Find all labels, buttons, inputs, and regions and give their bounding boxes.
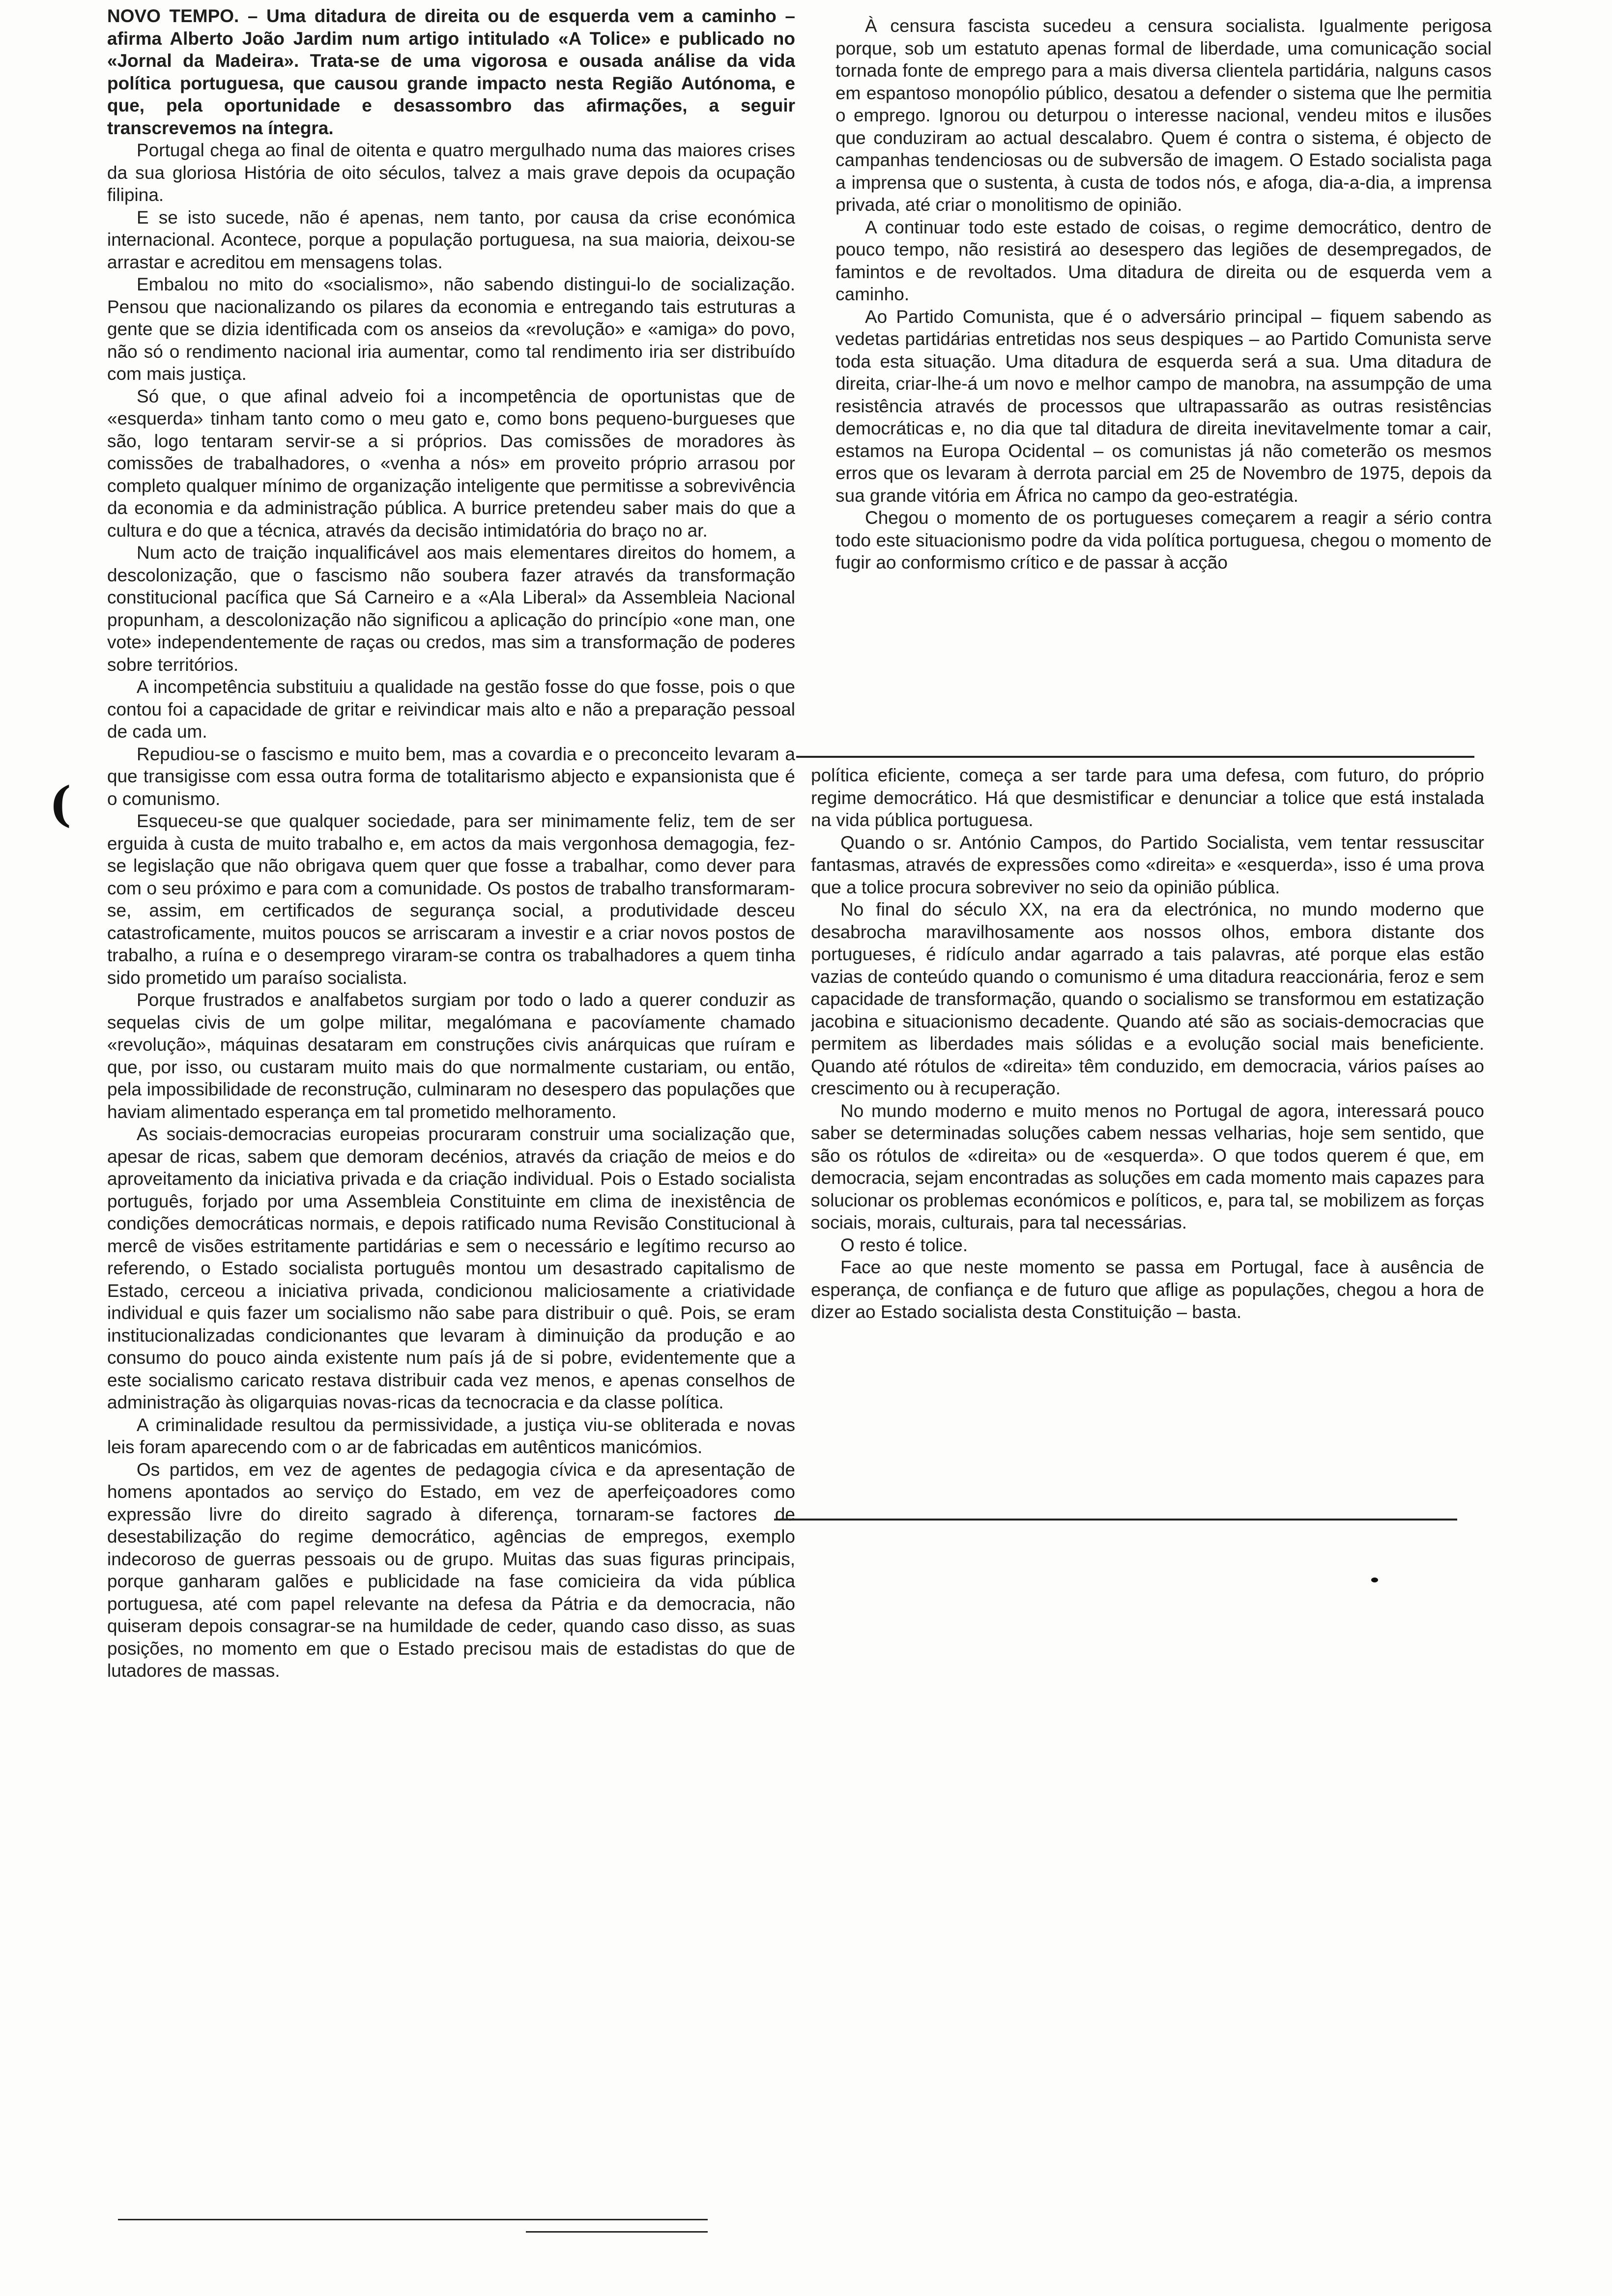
article-end-rule bbox=[774, 1519, 1457, 1521]
paragraph: Porque frustrados e analfabetos surgiam por todo o lado a querer conduzir as sequelas civis de um golpe militar, megalómana e pacovíamente chamado «revolução», máquinas desataram em construções civis anárquicas que ruíram e que, por isso, ou custaram muito mais do que normalmente custariam, ou então, pela impossibilidade de reconstrução, culminaram no desespero das populações que haviam alimentado esperança em tal prometido melhoramento. bbox=[107, 990, 795, 1122]
paragraph: À censura fascista sucedeu a censura socialista. Igualmente perigosa porque, sob um estatuto apenas formal de liberdade, uma comunicação social tornada fonte de emprego para a mais diversa clientela partidária, nalguns casos em espantoso monopólio público, desatou a defender o sistema que lhe permitia o emprego. Ignorou ou deturpou o interesse nacional, vendeu mitos e ilusões que conduziram ao actual descalabro. Quem é contra o sistema, é objecto de campanhas tendenciosas ou de subversão de imagem. O Estado socialista paga a imprensa que o sustenta, à custa de todos nós, e afoga, dia-a-dia, a imprensa privada, até criar o monolitismo de opinião. bbox=[835, 16, 1492, 215]
paragraph: No final do século XX, na era da electrónica, no mundo moderno que desabrocha maravilhosamente aos nossos olhos, embora distante dos portugueses, é ridículo andar agarrado a tais palavras, até porque elas estão vazias de conteúdo quando o comunismo é uma ditadura reaccionária, feroz e sem capacidade de transformação, quando o socialismo se transformou em estatização jacobina e situacionismo decadente. Quando até são as sociais-democracias que permitem as liberdades mais sólidas e a evolução social mais beneficiente. Quando até rótulos de «direita» têm conduzido, em democracia, vários países ao crescimento ou à recuperação. bbox=[811, 899, 1484, 1098]
ink-dot-mark bbox=[1371, 1578, 1378, 1582]
paragraph: Repudiou-se o fascismo e muito bem, mas a covardia e o preconceito levaram a que transigisse com essa outra forma de totalitarismo abjecto e expansionista que é o comunismo. bbox=[107, 744, 795, 809]
margin-bracket-mark: ( bbox=[49, 776, 72, 832]
paragraph: Ao Partido Comunista, que é o adversário principal – fiquem sabendo as vedetas partidárias entretidas nos seus despiques – ao Partido Comunista serve toda esta situação. Uma ditadura de esquerda será a sua. Uma ditadura de direita, criar-lhe-á um novo e melhor campo de manobra, na assumpção de uma resistência através de processos que ultrapassarão as outras resistências democráticas e, no dia que tal ditadura de direita inevitavelmente tomar a cair, estamos na Europa Ocidental – os comunistas já não cometerão os mesmos erros que os levaram à derrota parcial em 25 de Novembro de 1975, depois da sua grande vitória em África no campo da geo-estratégia. bbox=[835, 306, 1492, 506]
paragraph: Os partidos, em vez de agentes de pedagogia cívica e da apresentação de homens apontados ao serviço do Estado, em vez de aperfeiçoadores como expressão livre do direito sagrado à diferença, tornaram-se factores de desestabilização do regime democrático, agências de empregos, exemplo indecoroso de guerras pessoais ou de grupo. Muitas das suas figuras principais, porque ganharam galões e publicidade na fase comicieira da vida pública portuguesa, até com papel relevante na defesa da Pátria e da democracia, não quiseram depois consagrar-se na humildade de ceder, quando caso disso, as suas posições, no momento em que o Estado precisou mais de estadistas do que de lutadores de massas. bbox=[107, 1459, 795, 1681]
column-end-rule-short bbox=[526, 2231, 708, 2233]
paragraph: No mundo moderno e muito menos no Portugal de agora, interessará pouco saber se determinadas soluções cabem nessas velharias, hoje sem sentido, que são os rótulos de «direita» ou de «esquerda». O que todos querem é que, em democracia, sejam encontradas as soluções em cada momento mais capazes para solucionar os problemas económicos e políticos, e, para tal, se mobilizem as forças sociais, morais, culturais, para tal necessárias. bbox=[811, 1100, 1484, 1233]
paragraph: A criminalidade resultou da permissividade, a justiça viu-se obliterada e novas leis foram aparecendo com o ar de fabricadas em autênticos manicómios. bbox=[107, 1414, 795, 1457]
paragraph: A continuar todo este estado de coisas, o regime democrático, dentro de pouco tempo, não resistirá ao desespero das legiões de desempregados, de famintos e de revoltados. Uma ditadura de direita ou de esquerda vem a caminho. bbox=[835, 217, 1492, 304]
article-column-left bbox=[107, 5, 795, 2192]
paragraph: A incompetência substituiu a qualidade na gestão fosse do que fosse, pois o que contou foi a capacidade de gritar e reivindicar mais alto e não a preparação pessoal de cada um. bbox=[107, 677, 795, 742]
column-end-rule bbox=[118, 2219, 708, 2220]
paragraph: E se isto sucede, não é apenas, nem tanto, por causa da crise económica internacional. Acontece, porque a população portuguesa, na sua maioria, deixou-se arrastar e acreditou em mensagens tolas. bbox=[107, 207, 795, 272]
article-column-right-bottom bbox=[811, 764, 1484, 1511]
paragraph: As sociais-democracias europeias procuraram construir uma socialização que, apesar de ricas, sabem que demoram decénios, através da criação de meios e do aproveitamento da iniciativa privada e da criação individual. Pois o Estado socialista português, forjado por uma Assembleia Constituinte em clima de inexistência de condições democráticas normais, e depois ratificado numa Revisão Constitucional à mercê de visões estritamente partidárias e sem o necessário e legítimo recurso ao referendo, o Estado socialista português montou um desastrado capitalismo de Estado, cerceou a iniciativa privada, condicionou maliciosamente a criatividade individual e quis fazer um socialismo não sabe para distribuir o quê. Pois, se eram institucionalizadas condicionantes que levaram à diminuição da produção e ao consumo do pouco ainda existente num país já de si pobre, evidentemente que a este socialismo caricato restava distribuir cada vez menos, e apenas conselhos de administração às oligarquias novas-ricas da tecnocracia e da classe política. bbox=[107, 1124, 795, 1412]
paragraph: Só que, o que afinal adveio foi a incompetência de oportunistas que de «esquerda» tinham tanto como o meu gato e, como bons pequeno-burgueses que são, logo tentaram servir-se a si próprios. Das comissões de moradores às comissões de trabalhadores, o «venha a nós» em proveito próprio arrasou por completo qualquer mínimo de organização inteligente que permitisse a sobrevivência da economia e da administração pública. A burrice pretendeu saber mais do que a cultura e do que a técnica, através da decisão intimidatória do braço no ar. bbox=[107, 386, 795, 541]
paragraph: Face ao que neste momento se passa em Portugal, face à ausência de esperança, de confiança e de futuro que aflige as populações, chegou a hora de dizer ao Estado socialista desta Constituição – basta. bbox=[811, 1257, 1484, 1322]
article-column-right-top bbox=[835, 15, 1492, 742]
paragraph: Quando o sr. António Campos, do Partido Socialista, vem tentar ressuscitar fantasmas, através de expressões como «direita» e «esquerda», isso é uma prova que a tolice procura sobreviver no seio da opinião pública. bbox=[811, 832, 1484, 897]
paragraph: Num acto de traição inqualificável aos mais elementares direitos do homem, a descolonização, que o fascismo não soubera fazer através da transformação constitucional pacífica que Sá Carneiro e a «Ala Liberal» da Assembleia Nacional propunham, a descolonização não significou a aplicação do princípio «one man, one vote» independentemente de raças ou credos, mas sim a transformação de poderes sobre territórios. bbox=[107, 543, 795, 675]
paragraph: Portugal chega ao final de oitenta e quatro mergulhado numa das maiores crises da sua gloriosa História de oito séculos, talvez a mais grave depois da ocupação filipina. bbox=[107, 140, 795, 205]
column-divider-rule bbox=[796, 756, 1474, 758]
article-lead: NOVO TEMPO. – Uma ditadura de direita ou de esquerda vem a caminho – afirma Alberto João Jardim num artigo intitulado «A Tolice» e publicado no «Jornal da Madeira». Trata-se de uma vigorosa e ousada análise da vida política portuguesa, que causou grande impacto nesta Região Autónoma, e que, pela oportunidade e desassombro das afirmações, a seguir transcrevemos na íntegra. bbox=[107, 6, 795, 138]
paragraph: Chegou o momento de os portugueses começarem a reagir a sério contra todo este situacionismo podre da vida política portuguesa, chegou o momento de fugir ao conformismo crítico e de passar à acção bbox=[835, 508, 1492, 573]
paragraph: O resto é tolice. bbox=[840, 1234, 968, 1255]
paragraph: política eficiente, começa a ser tarde para uma defesa, com futuro, do próprio regime democrático. Há que desmistificar e denunciar a tolice que está instalada na vida pública portuguesa. bbox=[811, 765, 1484, 830]
paragraph: Esqueceu-se que qualquer sociedade, para ser minimamente feliz, tem de ser erguida à custa de muito trabalho e, em actos da mais vergonhosa demagogia, fez-se legislação que não obrigava quem quer que fosse a trabalhar, como dever para com o seu próximo e para com a comunidade. Os postos de trabalho transformaram-se, assim, em certificados de segurança social, a produtividade desceu catastroficamente, muitos poucos se arriscaram a investir e a criar novos postos de trabalho, a ruína e o desemprego viraram-se contra os trabalhadores a quem tinha sido prometido um paraíso socialista. bbox=[107, 811, 795, 988]
paragraph: Embalou no mito do «socialismo», não sabendo distingui-lo de socialização. Pensou que nacionalizando os pilares da economia e entregando tais estruturas a gente que se dizia identificada com os anseios da «revolução» e «amiga» do povo, não só o rendimento nacional iria aumentar, como tal rendimento iria ser distribuído com mais justiça. bbox=[107, 274, 795, 384]
